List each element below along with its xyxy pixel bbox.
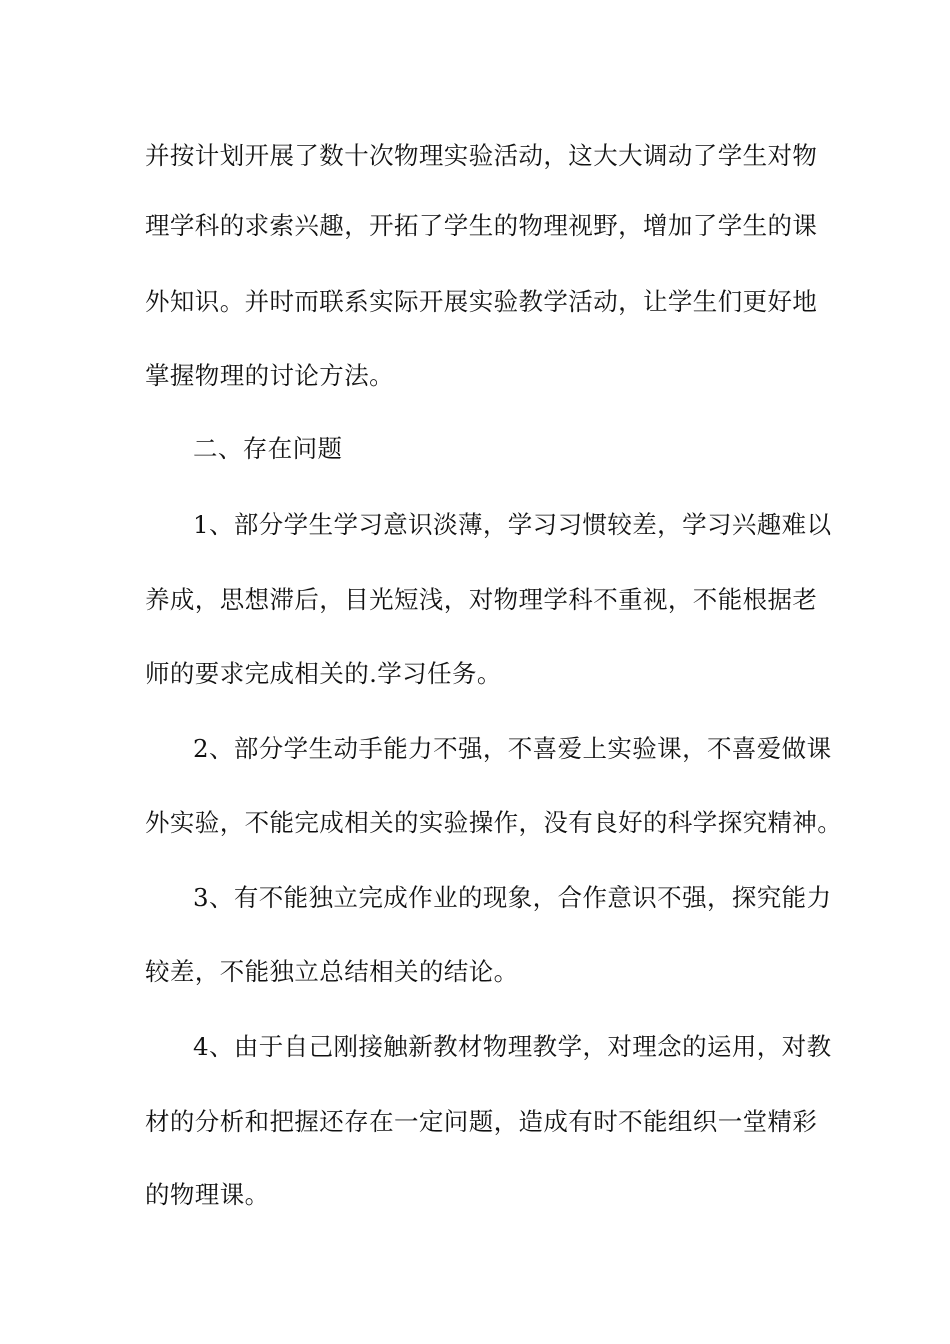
list-item-3-line: 3、有不能独立完成作业的现象，合作意识不强，探究能力: [193, 883, 832, 912]
list-item-4-line: 的物理课。: [145, 1180, 270, 1209]
list-item-4-line: 材的分析和把握还存在一定问题，造成有时不能组织一堂精彩: [145, 1107, 818, 1136]
section-heading: 二、存在问题: [193, 434, 343, 463]
list-item-1-line: 1、部分学生学习意识淡薄，学习习惯较差，学习兴趣难以: [193, 510, 832, 539]
paragraph-line: 理学科的求索兴趣，开拓了学生的物理视野，增加了学生的课: [145, 211, 818, 240]
list-item-2-line: 2、部分学生动手能力不强，不喜爱上实验课，不喜爱做课: [193, 734, 832, 763]
paragraph-line: 掌握物理的讨论方法。: [145, 361, 394, 390]
list-item-1-line: 师的要求完成相关的.学习任务。: [145, 659, 502, 688]
list-item-1-line: 养成，思想滞后，目光短浅，对物理学科不重视，不能根据老: [145, 585, 818, 614]
paragraph-line: 并按计划开展了数十次物理实验活动，这大大调动了学生对物: [145, 141, 818, 170]
list-item-4-line: 4、由于自己刚接触新教材物理教学，对理念的运用，对教: [193, 1032, 832, 1061]
list-item-3-line: 较差，不能独立总结相关的结论。: [145, 957, 519, 986]
paragraph-line: 外知识。并时而联系实际开展实验教学活动，让学生们更好地: [145, 287, 818, 316]
list-item-2-line: 外实验，不能完成相关的实验操作，没有良好的科学探究精神。: [145, 808, 843, 837]
